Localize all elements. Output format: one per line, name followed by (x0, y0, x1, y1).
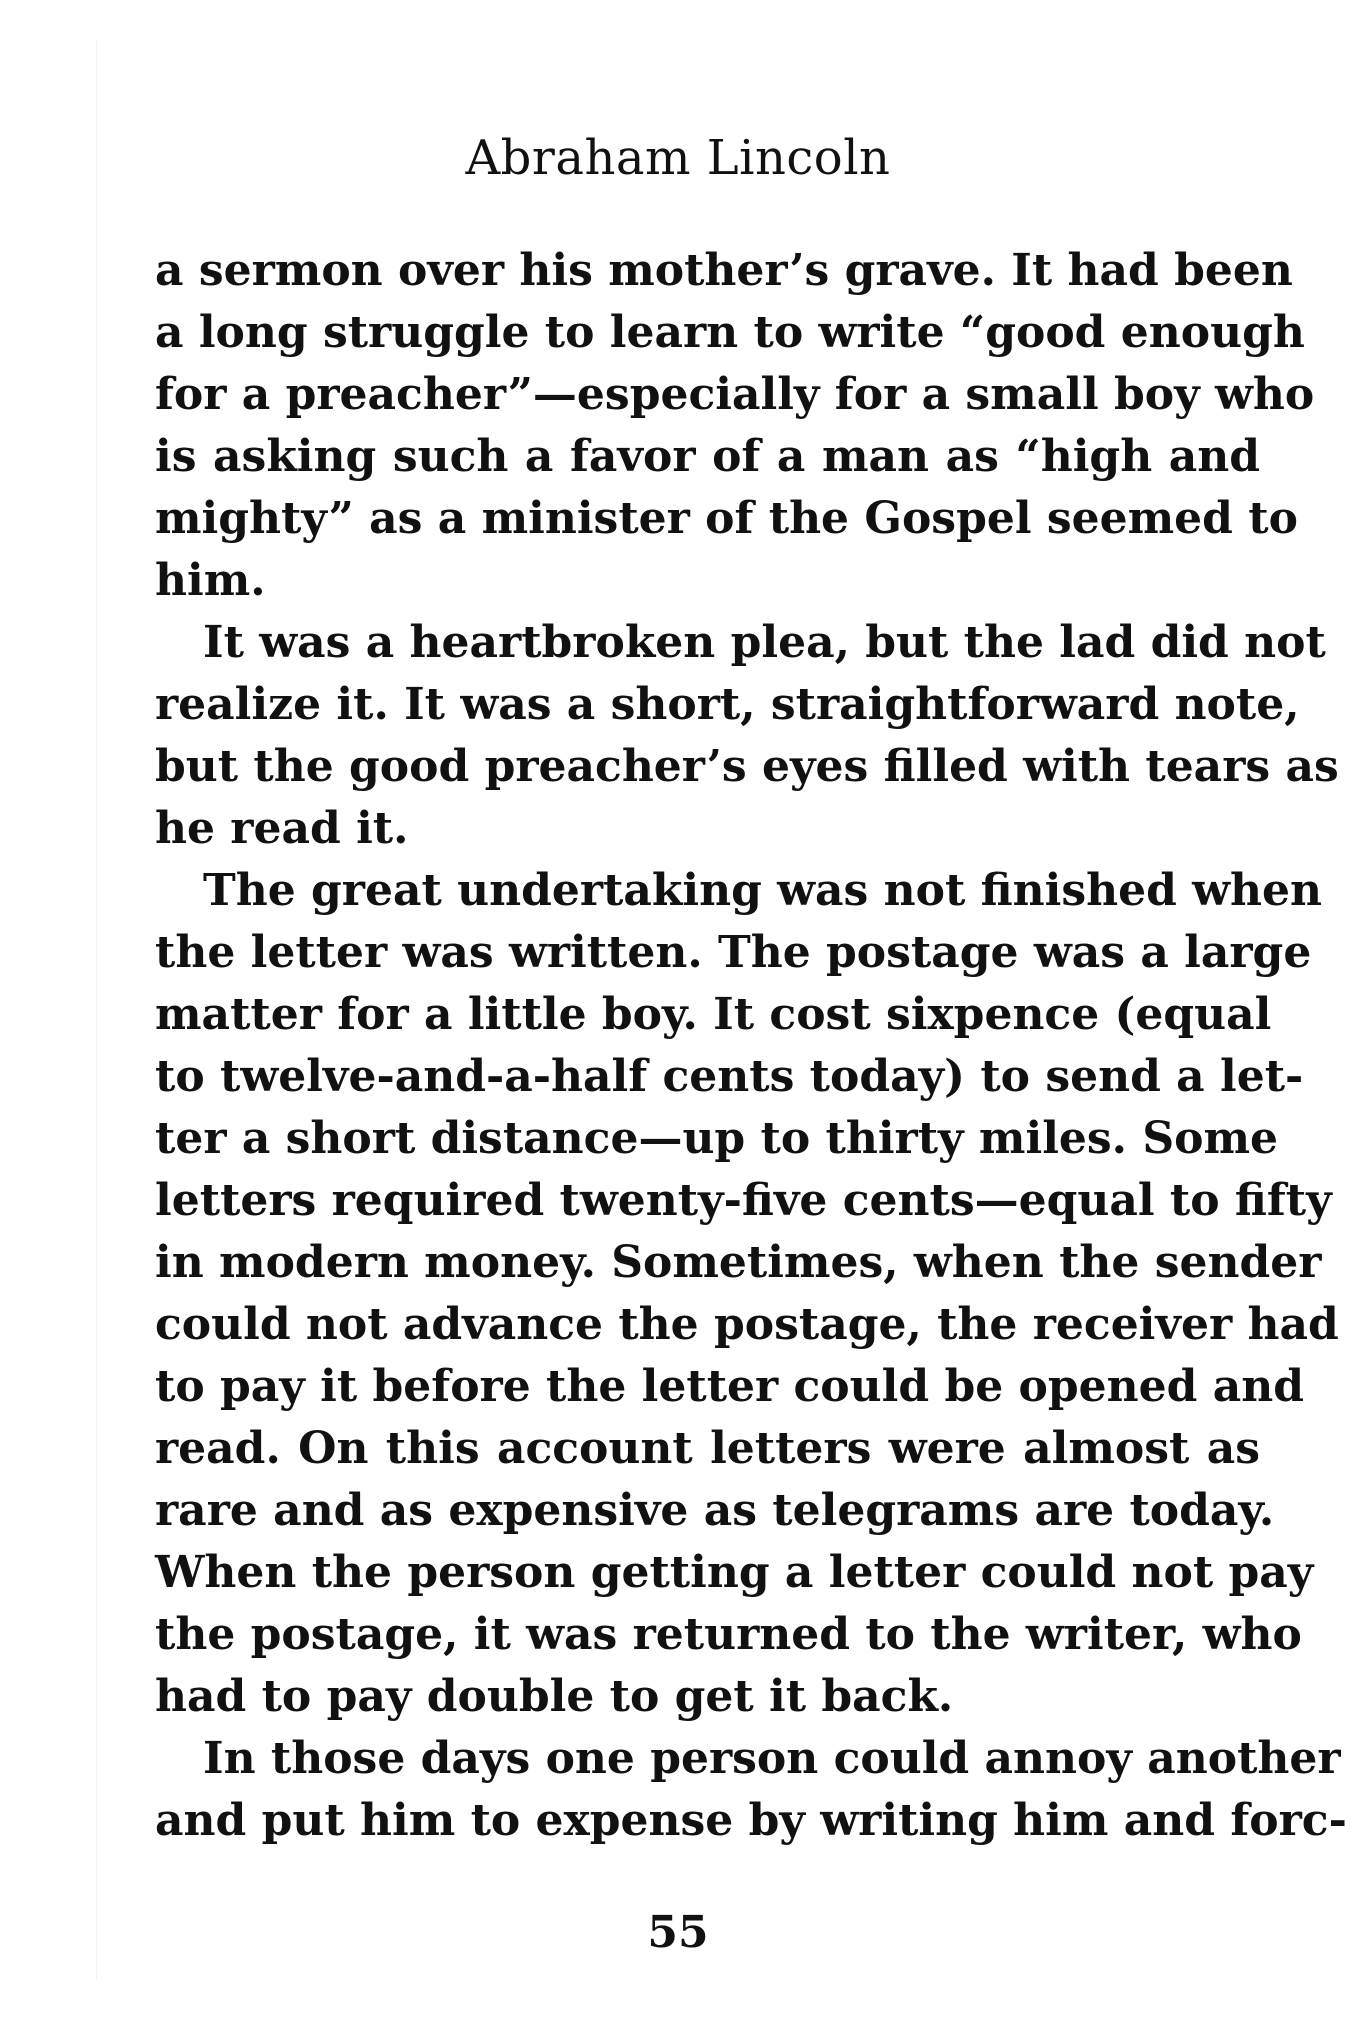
text-line: the letter was written. The postage was a large (155, 927, 1312, 978)
page-number: 55 (647, 1907, 709, 1958)
paragraph (155, 240, 1315, 612)
text-line: matter for a little boy. It cost sixpence (equal (155, 989, 1272, 1040)
text-line: The great undertaking was not finished when (203, 865, 1323, 916)
text-line: could not advance the postage, the receiver had (155, 1299, 1339, 1350)
text-line: When the person getting a letter could not pay (155, 1547, 1314, 1598)
text-line: read. On this account letters were almost as (155, 1423, 1260, 1474)
running-head: Abraham Lincoln (465, 130, 891, 186)
text-line: rare and as expensive as telegrams are today. (155, 1485, 1275, 1536)
text-line: letters required twenty-five cents—equal to fifty (155, 1175, 1332, 1226)
text-line: him. (155, 555, 266, 606)
paragraph (155, 612, 1339, 860)
text-line: In those days one person could annoy another (203, 1733, 1341, 1784)
text-line: in modern money. Sometimes, when the sender (155, 1237, 1322, 1288)
text-line: a long struggle to learn to write “good enough (155, 307, 1305, 358)
text-line: is asking such a favor of a man as “high and (155, 431, 1260, 482)
text-line: ter a short distance—up to thirty miles. Some (155, 1113, 1278, 1164)
text-line: a sermon over his mother’s grave. It had been (155, 245, 1293, 296)
paragraph (155, 1728, 1347, 1852)
text-line: for a preacher”—especially for a small boy who (155, 369, 1315, 420)
text-line: the postage, it was returned to the writer, who (155, 1609, 1302, 1660)
text-line: It was a heartbroken plea, but the lad did not (203, 617, 1326, 668)
text-line: mighty” as a minister of the Gospel seemed to (155, 493, 1298, 544)
text-line: to pay it before the letter could be opened and (155, 1361, 1304, 1412)
text-line: and put him to expense by writing him and forc- (155, 1795, 1347, 1846)
text-line: realize it. It was a short, straightforward note, (155, 679, 1300, 730)
body-text (155, 240, 1347, 1852)
paragraph (155, 860, 1339, 1728)
text-line: he read it. (155, 803, 409, 854)
text-line: to twelve-and-a-half cents today) to send a let- (155, 1051, 1304, 1102)
text-line: had to pay double to get it back. (155, 1671, 954, 1722)
page-gutter-line (96, 40, 97, 1980)
text-line: but the good preacher’s eyes filled with tears as (155, 741, 1339, 792)
